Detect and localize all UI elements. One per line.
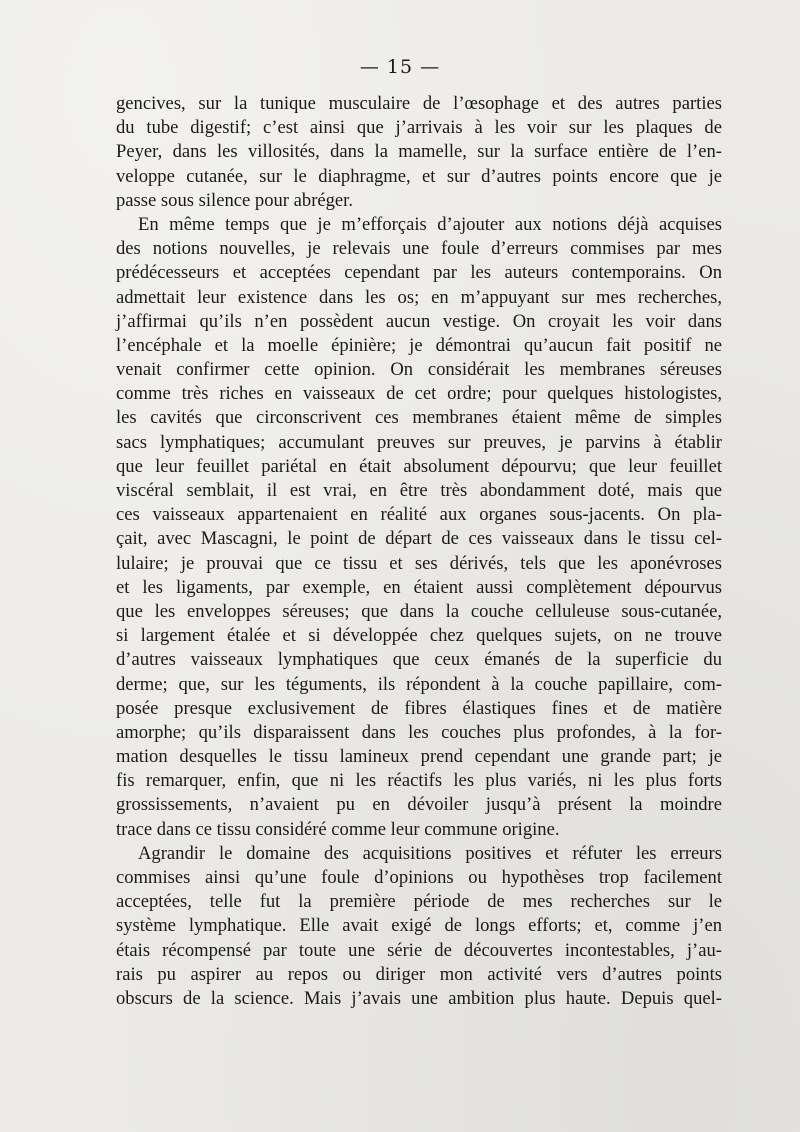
text-line: rais pu aspirer au repos ou diriger mon activité vers d’autres points — [116, 963, 722, 985]
text-line: mation desquelles le tissu lamineux prend cependant une grande part; je — [116, 746, 722, 768]
text-line: Peyer, dans les villosités, dans la mamelle, sur la surface entière de l’en- — [116, 141, 722, 163]
text-line: En même temps que je m’efforçais d’ajouter aux notions déjà acquises — [138, 213, 722, 235]
text-line: et les ligaments, par exemple, en étaient aussi complètement dépourvus — [116, 576, 722, 598]
text-line: prédécesseurs et acceptées cependant par les auteurs contemporains. On — [116, 262, 722, 284]
text-line: çait, avec Mascagni, le point de départ de ces vaisseaux dans le tissu cel- — [116, 528, 722, 550]
text-line: sacs lymphatiques; accumulant preuves sur preuves, je parvins à établir — [116, 431, 722, 453]
text-line: des notions nouvelles, je relevais une foule d’erreurs commises par mes — [116, 238, 722, 260]
text-line: comme très riches en vaisseaux de cet ordre; pour quelques histologistes, — [116, 383, 722, 405]
text-line: étais récompensé par toute une série de découvertes incontestables, j’au- — [116, 939, 722, 961]
text-line: admettait leur existence dans les os; en m’appuyant sur mes recherches, — [116, 286, 722, 308]
text-line: que leur feuillet pariétal en était absolument dépourvu; que leur feuillet — [116, 455, 722, 477]
text-line: d’autres vaisseaux lymphatiques que ceux émanés de la superficie du — [116, 649, 722, 671]
text-line: Agrandir le domaine des acquisitions positives et réfuter les erreurs — [138, 842, 722, 864]
text-line: que les enveloppes séreuses; que dans la couche celluleuse sous-cutanée, — [116, 600, 722, 622]
page-number: — 15 — — [359, 56, 441, 78]
text-line: derme; que, sur les téguments, ils répondent à la couche papillaire, com- — [116, 673, 722, 695]
text-line: les cavités que circonscrivent ces membranes étaient même de simples — [116, 407, 722, 429]
text-line: venait confirmer cette opinion. On considérait les membranes séreuses — [116, 359, 722, 381]
text-line: si largement étalée et si développée chez quelques sujets, on ne trouve — [116, 625, 722, 647]
text-line: amorphe; qu’ils disparaissent dans les couches plus profondes, à la for- — [116, 721, 722, 743]
text-line: trace dans ce tissu considéré comme leur commune origine. — [116, 818, 560, 840]
text-line: viscéral semblait, il est vrai, en être très abondamment doté, mais que — [116, 480, 722, 501]
text-line: acceptées, telle fut la première période de mes recherches sur le — [116, 891, 722, 913]
text-line: lulaire; je prouvai que ce tissu et ses dérivés, tels que les aponévroses — [116, 552, 722, 574]
text-line: grossissements, n’avaient pu en dévoiler jusqu’à présent la moindre — [116, 794, 722, 816]
text-line: système lymphatique. Elle avait exigé de longs efforts; et, comme j’en — [116, 915, 722, 937]
text-line: obscurs de la science. Mais j’avais une ambition plus haute. Depuis quel- — [116, 987, 722, 1009]
text-line: veloppe cutanée, sur le diaphragme, et sur d’autres points encore que je — [116, 165, 722, 187]
text-line: gencives, sur la tunique musculaire de l’œsophage et des autres parties — [116, 93, 722, 114]
body-text — [116, 92, 722, 1011]
text-line: du tube digestif; c’est ainsi que j’arrivais à les voir sur les plaques de — [116, 117, 722, 139]
text-line: commises ainsi qu’une foule d’opinions ou hypothèses trop facilement — [116, 867, 722, 888]
text-line: passe sous silence pour abréger. — [116, 189, 353, 211]
text-line: posée presque exclusivement de fibres élastiques fines et de matière — [116, 697, 722, 719]
text-line: ces vaisseaux appartenaient en réalité aux organes sous-jacents. On pla- — [116, 504, 722, 526]
text-line: l’encéphale et la moelle épinière; je démontrai qu’aucun fait positif ne — [116, 334, 722, 356]
text-line: fis remarquer, enfin, que ni les réactifs les plus variés, ni les plus forts — [116, 770, 722, 792]
text-line: j’affirmai qu’ils n’en possèdent aucun vestige. On croyait les voir dans — [116, 310, 722, 332]
